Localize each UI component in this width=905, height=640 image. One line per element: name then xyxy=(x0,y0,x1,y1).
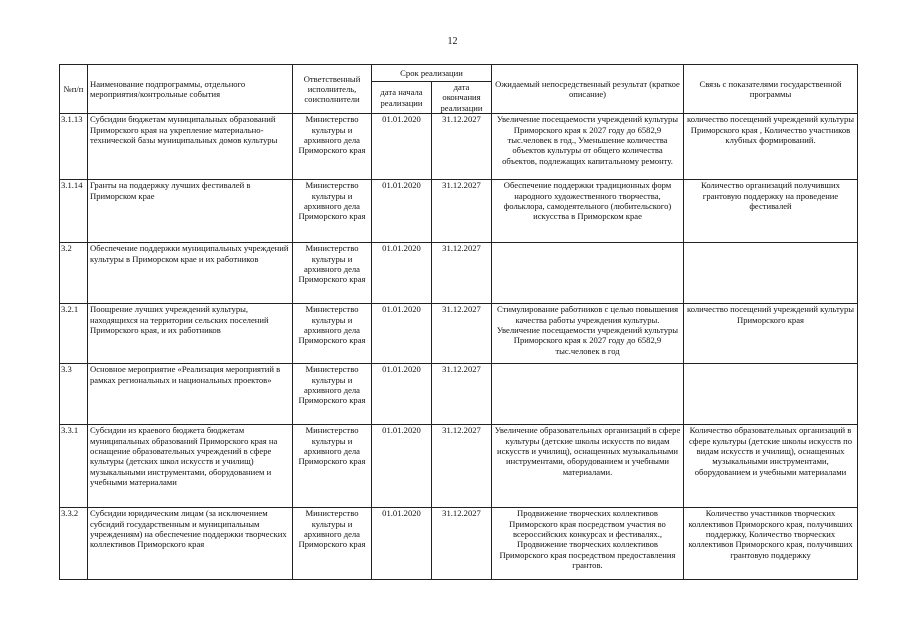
row-executor: Министерство культуры и архивного дела Приморского края xyxy=(293,425,372,508)
row-num: 3.3 xyxy=(60,364,88,425)
row-executor: Министерство культуры и архивного дела Приморского края xyxy=(293,304,372,364)
row-num: 3.3.2 xyxy=(60,508,88,580)
row-end: 31.12.2027 xyxy=(432,114,492,180)
row-link: количество посещений учреждений культуры Приморского края xyxy=(684,304,858,364)
row-num: 3.1.14 xyxy=(60,180,88,243)
table-row xyxy=(60,508,858,580)
row-name: Субсидии бюджетам муниципальных образований Приморского края на укрепление материально-технической базы муниципальных домов культуры xyxy=(88,114,293,180)
row-num: 3.3.1 xyxy=(60,425,88,508)
table-row xyxy=(60,425,858,508)
row-start: 01.01.2020 xyxy=(372,304,432,364)
row-end: 31.12.2027 xyxy=(432,508,492,580)
row-start: 01.01.2020 xyxy=(372,425,432,508)
row-num: 3.2 xyxy=(60,243,88,304)
row-result: Продвижение творческих коллективов Приморского края посредством участия во всероссийских конкурсах и фестивалях., Продвижение творческих коллективов Приморского края посредством предоставления грантов. xyxy=(492,508,684,580)
row-name: Субсидии юридическим лицам (за исключением субсидий государственным и муниципальным учреждениям) на обеспечение поддержки творческих коллективов Приморского края xyxy=(88,508,293,580)
row-start: 01.01.2020 xyxy=(372,114,432,180)
header-link: Связь с показателями государственной программы xyxy=(684,65,858,114)
row-executor: Министерство культуры и архивного дела Приморского края xyxy=(293,508,372,580)
header-name: Наименование подпрограммы, отдельного мероприятия/контрольные события xyxy=(88,65,293,114)
row-start: 01.01.2020 xyxy=(372,364,432,425)
table-row xyxy=(60,114,858,180)
row-end: 31.12.2027 xyxy=(432,425,492,508)
row-end: 31.12.2027 xyxy=(432,180,492,243)
row-start: 01.01.2020 xyxy=(372,243,432,304)
page-number: 12 xyxy=(447,36,458,47)
row-link: количество посещений учреждений культуры Приморского края , Количество участников клубных формирований. xyxy=(684,114,858,180)
row-link: Количество образовательных организаций в сфере культуры (детские школы искусств по видам искусств и училищ), оснащенных музыкальными инструментами, оборудованием и учебными материалами xyxy=(684,425,858,508)
row-name: Гранты на поддержку лучших фестивалей в Приморском крае xyxy=(88,180,293,243)
row-end: 31.12.2027 xyxy=(432,243,492,304)
table-row xyxy=(60,243,858,304)
row-num: 3.2.1 xyxy=(60,304,88,364)
row-name: Субсидии из краевого бюджета бюджетам муниципальных образований Приморского края на оснащение образовательных учреждений в сфере культуры (детских школ искусств и училищ) музыкальными инструментами, оборудованием и учебными материалами xyxy=(88,425,293,508)
header-period: Срок реализации xyxy=(372,65,492,82)
header-executor: Ответственный исполнитель, соисполнители xyxy=(293,65,372,114)
row-link: Количество участников творческих коллективов Приморского края, получивших поддержку, Количество творческих коллективов Приморского края, получивших грантовую поддержку xyxy=(684,508,858,580)
header-start: дата начала реализации xyxy=(372,82,432,114)
table-row xyxy=(60,364,858,425)
row-link xyxy=(684,243,858,304)
row-link: Количество организаций получивших грантовую поддержку на проведение фестивалей xyxy=(684,180,858,243)
row-executor: Министерство культуры и архивного дела Приморского края xyxy=(293,114,372,180)
row-result: Увеличение образовательных организаций в сфере культуры (детские школы искусств по видам искусств и училищ), оснащенных музыкальными инструментами, оборудованием и учебными материалами. xyxy=(492,425,684,508)
row-executor: Министерство культуры и архивного дела Приморского края xyxy=(293,180,372,243)
row-result xyxy=(492,364,684,425)
row-start: 01.01.2020 xyxy=(372,508,432,580)
row-result: Обеспечение поддержки традиционных форм народного художественного творчества, фольклора, самодеятельного (любительского) искусства в Приморском крае xyxy=(492,180,684,243)
row-name: Основное мероприятие «Реализация мероприятий в рамках региональных и национальных проектов» xyxy=(88,364,293,425)
row-end: 31.12.2027 xyxy=(432,364,492,425)
row-executor: Министерство культуры и архивного дела Приморского края xyxy=(293,364,372,425)
row-end: 31.12.2027 xyxy=(432,304,492,364)
row-link xyxy=(684,364,858,425)
header-result: Ожидаемый непосредственный результат (краткое описание) xyxy=(492,65,684,114)
row-name: Обеспечение поддержки муниципальных учреждений культуры в Приморском крае и их работников xyxy=(88,243,293,304)
table-row xyxy=(60,304,858,364)
row-start: 01.01.2020 xyxy=(372,180,432,243)
row-result: Стимулирование работников с целью повышения качества работы учреждения культуры. Увеличение посещаемости учреждений культуры Приморского края к 2027 году до 6582,9 тыс.человек в год xyxy=(492,304,684,364)
row-result xyxy=(492,243,684,304)
row-result: Увеличение посещаемости учреждений культуры Приморского края к 2027 году до 6582,9 тыс.человек в год., Уменьшение количества объектов культуры от общего количества объектов, подлежащих капитальному ремонту. xyxy=(492,114,684,180)
header-num: №п/п xyxy=(60,65,88,114)
row-name: Поощрение лучших учреждений культуры, находящихся на территории сельских поселений Приморского края, и их работников xyxy=(88,304,293,364)
table-row xyxy=(60,180,858,243)
program-table xyxy=(59,64,858,580)
row-num: 3.1.13 xyxy=(60,114,88,180)
row-executor: Министерство культуры и архивного дела Приморского края xyxy=(293,243,372,304)
header-end: дата окончания реализации xyxy=(432,82,492,114)
